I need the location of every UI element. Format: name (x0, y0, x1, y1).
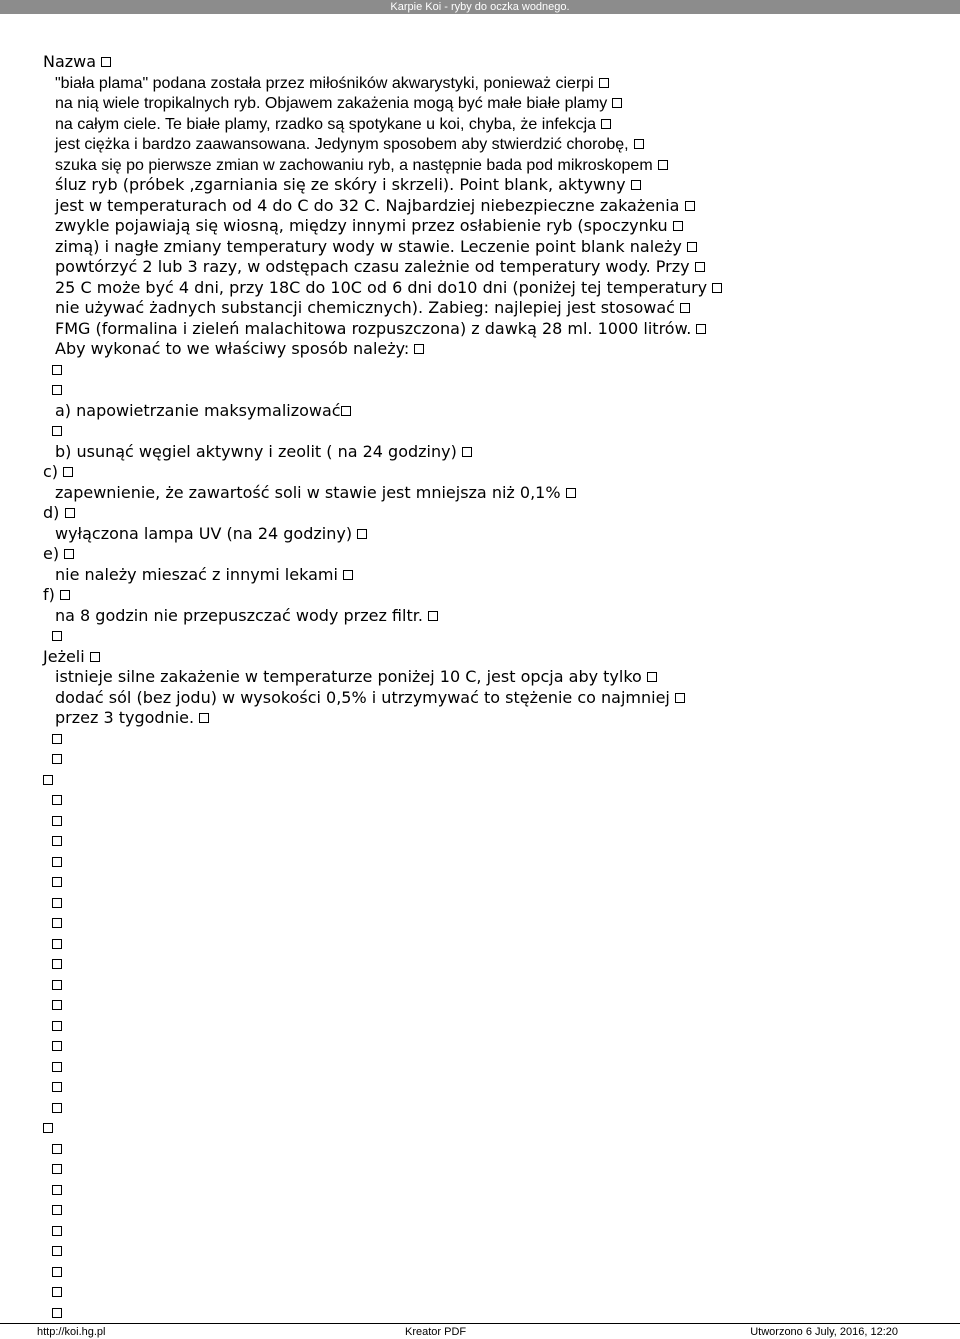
line-text: Aby wykonać to we właściwy sposób należy: (55, 339, 410, 358)
missing-glyph-box-icon (566, 488, 576, 498)
text-line (0, 216, 960, 237)
missing-glyph-box-icon (599, 78, 609, 88)
text-line (0, 1016, 960, 1037)
missing-glyph-box-icon (675, 693, 685, 703)
line-text: 25 C może być 4 dni, przy 18C do 10C od 6 dni do10 dni (poniżej tej temperatury (55, 277, 708, 297)
text-line (0, 401, 960, 422)
text-line (0, 1098, 960, 1119)
line-text: jest w temperaturach od 4 do C do 32 C. Najbardziej niebezpieczne zakażenia (55, 195, 680, 215)
text-line (0, 913, 960, 934)
text-line (0, 237, 960, 258)
text-line (0, 1303, 960, 1324)
line-text: zimą) i nagłe zmiany temperatury wody w stawie. Leczenie point blank należy (55, 236, 682, 256)
line-text: e) (43, 544, 60, 563)
text-line (0, 544, 960, 565)
line-text: na całym ciele. Te białe plamy, rzadko są spotykane u koi, chyba, że infekcja (55, 115, 597, 133)
missing-glyph-box-icon (680, 303, 690, 313)
text-line (0, 442, 960, 463)
missing-glyph-box-icon (52, 1226, 62, 1236)
missing-glyph-box-icon (52, 385, 62, 395)
text-line (0, 93, 960, 114)
header-title: Karpie Koi - ryby do oczka wodnego. (390, 1, 570, 13)
footer-creator: Kreator PDF (405, 1326, 467, 1338)
page-footer (0, 1323, 960, 1338)
missing-glyph-box-icon (52, 939, 62, 949)
text-line (0, 1036, 960, 1057)
missing-glyph-box-icon (52, 795, 62, 805)
text-line (0, 749, 960, 770)
text-line (0, 831, 960, 852)
text-line (0, 852, 960, 873)
missing-glyph-box-icon (658, 160, 668, 170)
line-text: na nią wiele tropikalnych ryb. Objawem zakażenia mogą być małe białe plamy (55, 95, 608, 112)
document-body (0, 52, 960, 1323)
text-line (0, 1282, 960, 1303)
text-line (0, 380, 960, 401)
text-line (0, 319, 960, 340)
missing-glyph-box-icon (52, 734, 62, 744)
text-line (0, 298, 960, 319)
missing-glyph-box-icon (52, 1185, 62, 1195)
text-line (0, 585, 960, 606)
text-line (0, 995, 960, 1016)
text-line (0, 954, 960, 975)
text-line (0, 934, 960, 955)
missing-glyph-box-icon (65, 508, 75, 518)
missing-glyph-box-icon (695, 262, 705, 272)
missing-glyph-box-icon (101, 57, 111, 67)
missing-glyph-box-icon (52, 1082, 62, 1092)
missing-glyph-box-icon (712, 283, 722, 293)
text-line (0, 175, 960, 196)
missing-glyph-box-icon (52, 1308, 62, 1318)
footer-created-date: Utworzono 6 July, 2016, 12:20 (750, 1326, 898, 1338)
missing-glyph-box-icon (601, 119, 611, 129)
missing-glyph-box-icon (357, 529, 367, 539)
line-text: f) (43, 585, 55, 604)
missing-glyph-box-icon (52, 877, 62, 887)
line-text: zapewnienie, że zawartość soli w stawie jest mniejsza niż 0,1% (55, 482, 561, 502)
text-line (0, 790, 960, 811)
missing-glyph-box-icon (52, 1287, 62, 1297)
missing-glyph-box-icon (64, 549, 74, 559)
missing-glyph-box-icon (428, 611, 438, 621)
missing-glyph-box-icon (52, 836, 62, 846)
line-text: na 8 godzin nie przepuszczać wody przez filtr. (55, 605, 423, 625)
text-line (0, 770, 960, 791)
missing-glyph-box-icon (341, 406, 351, 416)
text-line (0, 811, 960, 832)
text-line (0, 421, 960, 442)
missing-glyph-box-icon (631, 180, 641, 190)
missing-glyph-box-icon (52, 1021, 62, 1031)
missing-glyph-box-icon (52, 980, 62, 990)
line-text: istnieje silne zakażenie w temperaturze poniżej 10 C, jest opcja aby tylko (55, 667, 642, 686)
missing-glyph-box-icon (52, 959, 62, 969)
missing-glyph-box-icon (52, 1205, 62, 1215)
text-line (0, 360, 960, 381)
text-line (0, 626, 960, 647)
text-line (0, 872, 960, 893)
missing-glyph-box-icon (687, 242, 697, 252)
line-text: d) (43, 503, 60, 522)
missing-glyph-box-icon (52, 754, 62, 764)
missing-glyph-box-icon (52, 1246, 62, 1256)
text-line (0, 1118, 960, 1139)
text-line (0, 339, 960, 360)
missing-glyph-box-icon (52, 1144, 62, 1154)
missing-glyph-box-icon (52, 1103, 62, 1113)
missing-glyph-box-icon (52, 426, 62, 436)
text-line (0, 196, 960, 217)
text-line (0, 1241, 960, 1262)
missing-glyph-box-icon (52, 631, 62, 641)
missing-glyph-box-icon (647, 672, 657, 682)
line-text: szuka się po pierwsze zmian w zachowaniu ryb, a następnie bada pod mikroskopem (55, 156, 653, 174)
missing-glyph-box-icon (414, 344, 424, 354)
text-line (0, 1221, 960, 1242)
missing-glyph-box-icon (52, 1062, 62, 1072)
page-header (0, 0, 960, 14)
text-line (0, 688, 960, 709)
text-line (0, 155, 960, 176)
text-line (0, 1159, 960, 1180)
line-text: c) (43, 462, 59, 481)
missing-glyph-box-icon (52, 1164, 62, 1174)
text-line (0, 73, 960, 94)
line-text: nie należy mieszać z innymi lekami (55, 564, 338, 584)
line-text: powtórzyć 2 lub 3 razy, w odstępach czasu zależnie od temperatury wody. Przy (55, 257, 690, 276)
missing-glyph-box-icon (612, 98, 622, 108)
missing-glyph-box-icon (52, 918, 62, 928)
text-line (0, 483, 960, 504)
text-line (0, 1200, 960, 1221)
line-text: dodać sól (bez jodu) w wysokości 0,5% i utrzymywać to stężenie co najmniej (55, 687, 670, 707)
line-text: Nazwa (43, 52, 97, 71)
text-line (0, 975, 960, 996)
missing-glyph-box-icon (52, 365, 62, 375)
line-text: nie używać żadnych substancji chemicznych). Zabieg: najlepiej jest stosować (55, 298, 675, 317)
missing-glyph-box-icon (90, 652, 100, 662)
text-line (0, 1057, 960, 1078)
missing-glyph-box-icon (63, 467, 73, 477)
text-line (0, 606, 960, 627)
text-line (0, 114, 960, 135)
text-line (0, 134, 960, 155)
text-line (0, 524, 960, 545)
text-line (0, 565, 960, 586)
missing-glyph-box-icon (52, 857, 62, 867)
text-line (0, 52, 960, 73)
text-line (0, 1262, 960, 1283)
text-line (0, 893, 960, 914)
text-line (0, 1180, 960, 1201)
missing-glyph-box-icon (673, 221, 683, 231)
text-line (0, 1139, 960, 1160)
line-text: "biała plama" podana została przez miłośników akwarystyki, ponieważ cierpi (55, 74, 594, 92)
missing-glyph-box-icon (52, 1000, 62, 1010)
line-text: śluz ryb (próbek ,zgarniania się ze skóry i skrzeli). Point blank, aktywny (55, 175, 626, 194)
missing-glyph-box-icon (52, 898, 62, 908)
missing-glyph-box-icon (696, 324, 706, 334)
missing-glyph-box-icon (685, 201, 695, 211)
missing-glyph-box-icon (462, 447, 472, 457)
missing-glyph-box-icon (199, 713, 209, 723)
text-line (0, 257, 960, 278)
missing-glyph-box-icon (52, 1267, 62, 1277)
text-line (0, 708, 960, 729)
line-text: jest ciężka i bardzo zaawansowana. Jedynym sposobem aby stwierdzić chorobę, (55, 136, 629, 153)
text-line (0, 729, 960, 750)
missing-glyph-box-icon (52, 1041, 62, 1051)
line-text: FMG (formalina i zieleń malachitowa rozpuszczona) z dawką 28 ml. 1000 litrów. (55, 318, 692, 338)
line-text: zwykle pojawiają się wiosną, między innymi przez osłabienie ryb (spoczynku (55, 216, 668, 235)
text-line (0, 1077, 960, 1098)
missing-glyph-box-icon (60, 590, 70, 600)
footer-url[interactable]: http://koi.hg.pl (37, 1326, 106, 1338)
text-line (0, 278, 960, 299)
text-line (0, 462, 960, 483)
line-text: wyłączona lampa UV (na 24 godziny) (55, 523, 353, 543)
text-line (0, 667, 960, 688)
line-text: przez 3 tygodnie. (55, 708, 195, 727)
missing-glyph-box-icon (52, 816, 62, 826)
line-text: a) napowietrzanie maksymalizować (55, 400, 341, 420)
missing-glyph-box-icon (343, 570, 353, 580)
line-text: Jeżeli (43, 646, 85, 666)
line-text: b) usunąć węgiel aktywny i zeolit ( na 24 godziny) (55, 441, 457, 461)
text-line (0, 647, 960, 668)
missing-glyph-box-icon (43, 1123, 53, 1133)
missing-glyph-box-icon (43, 775, 53, 785)
text-line (0, 503, 960, 524)
missing-glyph-box-icon (634, 139, 644, 149)
